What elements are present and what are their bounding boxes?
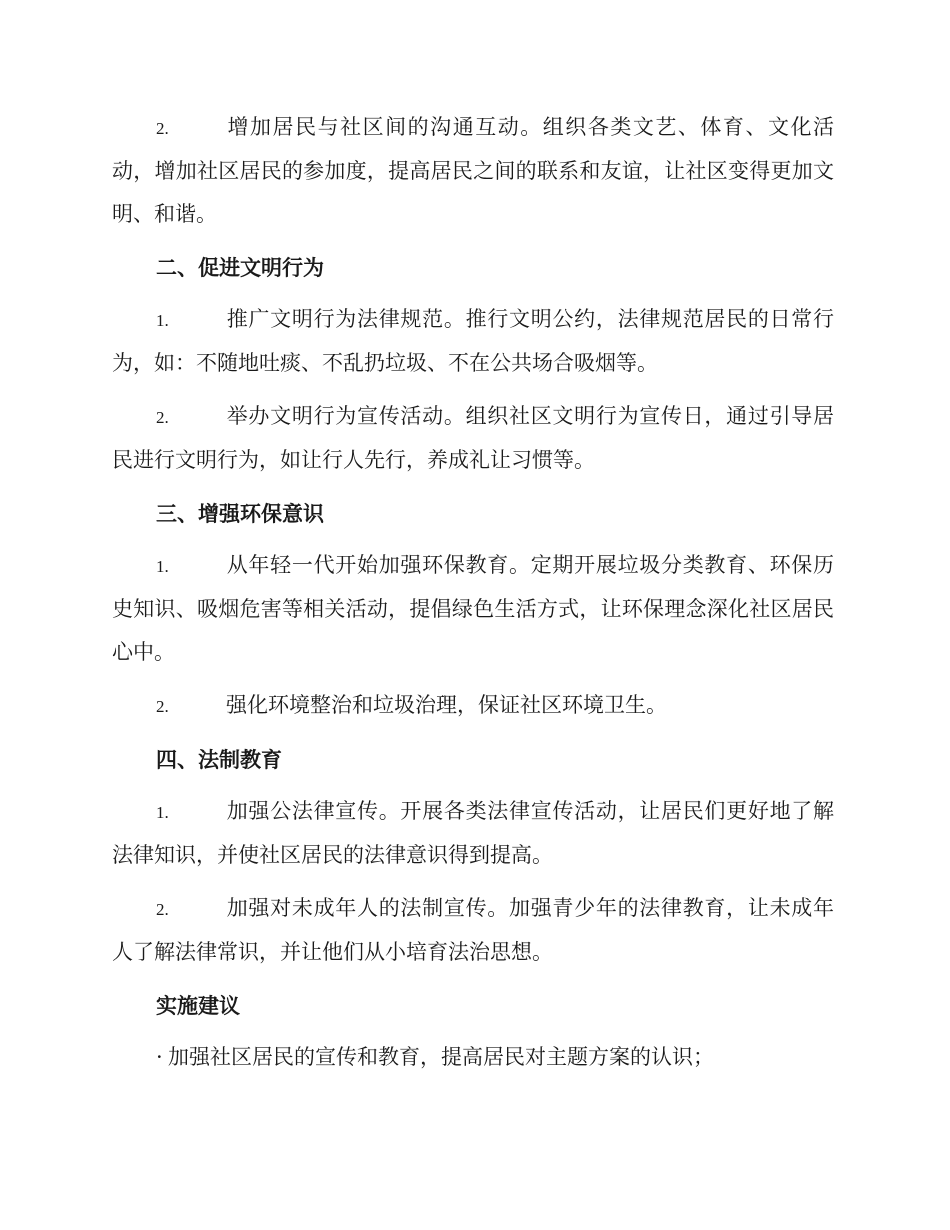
section-heading: 三、增强环保意识 (156, 501, 324, 526)
item-number: 2. (156, 697, 169, 716)
item-number: 1. (156, 311, 169, 330)
list-item (112, 544, 834, 674)
bullet-item (156, 1036, 834, 1079)
list-item (112, 790, 834, 877)
section-heading: 二、促进文明行为 (156, 255, 324, 280)
item-text: 增加居民与社区间的沟通互动。组织各类文艺、体育、文化活动，增加社区居民的参加度，提高居民之间的联系和友谊，让社区变得更加文明、和谐。 (112, 115, 834, 226)
item-text: 加强对未成年人的法制宣传。加强青少年的法律教育，让未成年人了解法律常识，并让他们从小培育法治思想。 (112, 896, 834, 964)
document-page (112, 106, 834, 1079)
list-item (112, 106, 834, 236)
suggestions-heading: 实施建议 (156, 993, 240, 1018)
list-item (112, 887, 834, 974)
item-number: 1. (156, 803, 169, 822)
bullet-text: 加强社区居民的宣传和教育，提高居民对主题方案的认识； (168, 1045, 714, 1069)
item-number: 2. (156, 408, 169, 427)
item-text: 从年轻一代开始加强环保教育。定期开展垃圾分类教育、环保历史知识、吸烟危害等相关活动，提倡绿色生活方式，让环保理念深化社区居民心中。 (112, 553, 834, 664)
item-text: 强化环境整治和垃圾治理，保证社区环境卫生。 (226, 693, 667, 717)
list-item (112, 298, 834, 385)
list-item (112, 684, 834, 728)
bullet-marker: · (156, 1045, 163, 1069)
item-text: 举办文明行为宣传活动。组织社区文明行为宣传日，通过引导居民进行文明行为，如让行人先行，养成礼让习惯等。 (112, 404, 834, 472)
item-number: 1. (156, 557, 169, 576)
section-heading: 四、法制教育 (156, 747, 282, 772)
item-number: 2. (156, 900, 169, 919)
item-text: 推广文明行为法律规范。推行文明公约，法律规范居民的日常行为，如：不随地吐痰、不乱扔垃圾、不在公共场合吸烟等。 (112, 307, 834, 375)
item-number: 2. (156, 119, 169, 138)
list-item (112, 395, 834, 482)
item-text: 加强公法律宣传。开展各类法律宣传活动，让居民们更好地了解法律知识，并使社区居民的法律意识得到提高。 (112, 799, 834, 867)
